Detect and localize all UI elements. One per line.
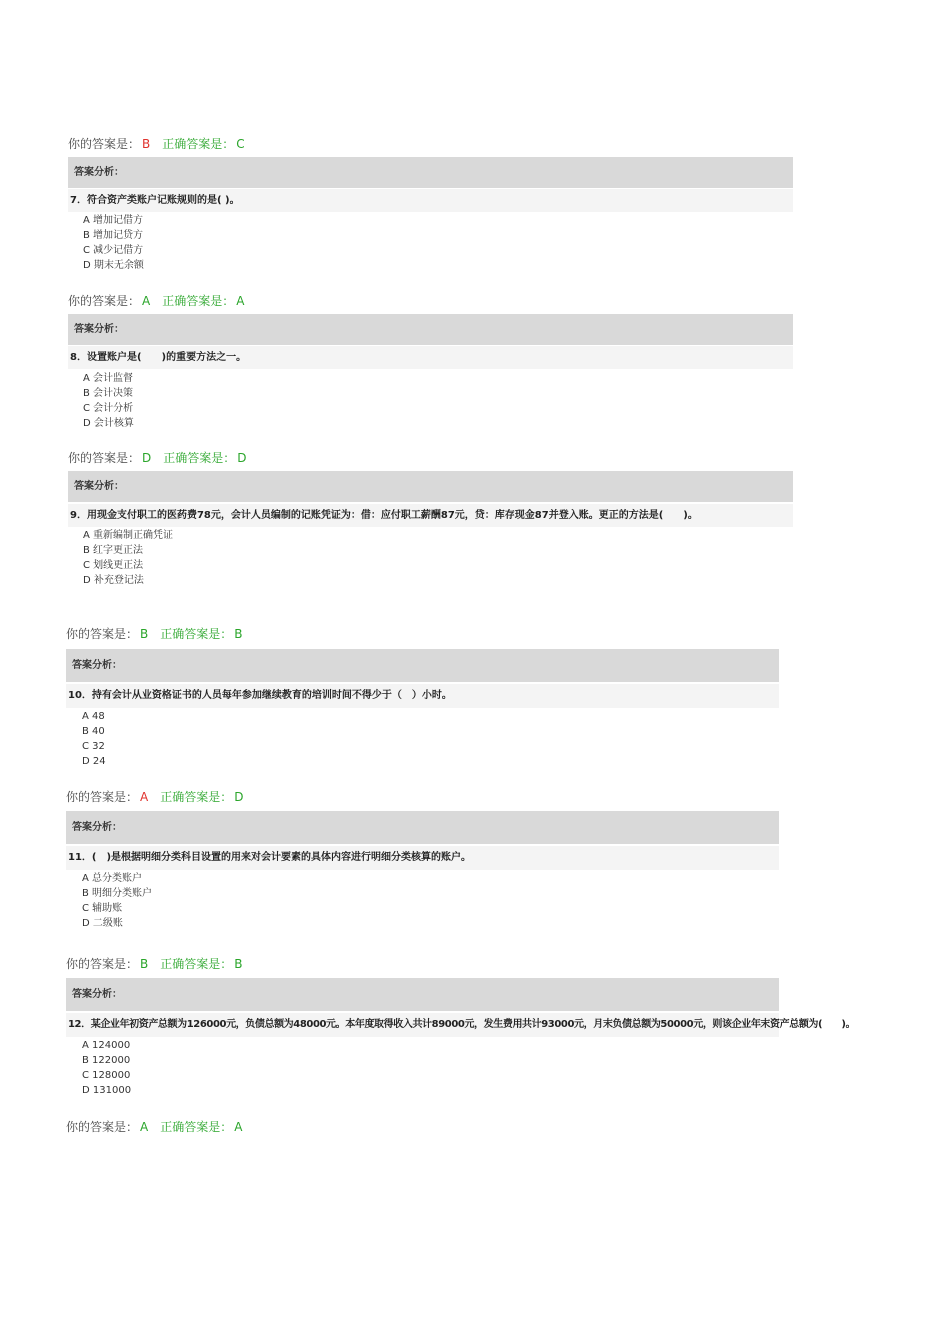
your-answer-value: D: [142, 451, 152, 465]
option-d: D 24: [82, 756, 106, 767]
question-7-options: [83, 213, 144, 273]
your-answer-label: 你的答案是：: [66, 1120, 139, 1134]
correct-answer-value: C: [236, 137, 245, 151]
analysis-bar-7: 答案分析：: [68, 314, 793, 345]
question-9-text: 9．用现金支付职工的医药费78元，会计人员编制的记账凭证为：借：应付职工薪酬87元，贷：库存现金87并登入账。更正的方法是( )。: [68, 504, 793, 527]
your-answer-label: 你的答案是：: [68, 294, 141, 308]
option-c: C 减少记借方: [83, 245, 144, 256]
answer-line-8: [68, 450, 247, 466]
question-11-options: [82, 871, 152, 931]
answer-line-12: [66, 1119, 242, 1135]
correct-answer-label: 正确答案是：: [160, 957, 233, 971]
option-d: D 二级账: [82, 918, 123, 929]
question-10-options: [82, 709, 106, 769]
correct-answer-label: 正确答案是：: [160, 627, 233, 641]
correct-answer-value: A: [234, 1120, 243, 1134]
your-answer-value: B: [140, 627, 149, 641]
question-9-options: [83, 528, 173, 588]
correct-answer-label: 正确答案是：: [162, 294, 235, 308]
correct-answer-label: 正确答案是：: [160, 1120, 233, 1134]
correct-answer-label: 正确答案是：: [162, 137, 235, 151]
correct-answer-value: B: [234, 627, 243, 641]
correct-answer-value: A: [236, 294, 245, 308]
question-12-text: 12．某企业年初资产总额为126000元，负债总额为48000元。本年度取得收入共计89000元，发生费用共计93000元，月末负债总额为50000元，则该企业年末资产总额为( )。: [66, 1013, 779, 1037]
analysis-bar-6: 答案分析：: [68, 157, 793, 188]
question-8-text: 8．设置账户是( )的重要方法之一。: [68, 346, 793, 369]
answer-line-9: [66, 626, 243, 642]
option-b: B 增加记贷方: [83, 230, 144, 241]
your-answer-value: A: [140, 1120, 149, 1134]
analysis-bar-8: 答案分析：: [68, 471, 793, 502]
option-b: B 40: [82, 726, 105, 737]
option-b: B 会计决策: [83, 388, 134, 399]
analysis-bar-9: 答案分析：: [66, 649, 779, 682]
correct-answer-value: D: [234, 790, 244, 804]
option-d: D 补充登记法: [83, 575, 144, 586]
your-answer-value: B: [142, 137, 151, 151]
option-a: A 重新编制正确凭证: [83, 530, 174, 541]
your-answer-value: B: [140, 957, 149, 971]
your-answer-value: A: [142, 294, 151, 308]
correct-answer-value: D: [237, 451, 247, 465]
analysis-bar-11: 答案分析：: [66, 978, 779, 1011]
correct-answer-value: B: [234, 957, 243, 971]
option-b: B 红字更正法: [83, 545, 144, 556]
option-a: A 总分类账户: [82, 873, 143, 884]
answer-line-11: [66, 956, 243, 972]
correct-answer-label: 正确答案是：: [160, 790, 233, 804]
option-d: D 期末无余额: [83, 260, 144, 271]
option-c: C 32: [82, 741, 105, 752]
option-a: A 48: [82, 711, 105, 722]
option-c: C 会计分析: [83, 403, 134, 414]
your-answer-label: 你的答案是：: [66, 627, 139, 641]
option-c: C 辅助账: [82, 903, 123, 914]
your-answer-value: A: [140, 790, 149, 804]
option-a: A 会计监督: [83, 373, 134, 384]
your-answer-label: 你的答案是：: [68, 137, 141, 151]
answer-line-6: [68, 136, 245, 152]
question-8-options: [83, 371, 134, 431]
option-b: B 122000: [82, 1055, 131, 1066]
analysis-bar-10: 答案分析：: [66, 811, 779, 844]
question-10-text: 10．持有会计从业资格证书的人员每年参加继续教育的培训时间不得少于（ ）小时。: [66, 684, 779, 708]
option-a: A 增加记借方: [83, 215, 144, 226]
question-12-options: [82, 1038, 131, 1098]
answer-line-10: [66, 789, 244, 805]
option-d: D 131000: [82, 1085, 132, 1096]
your-answer-label: 你的答案是：: [66, 790, 139, 804]
option-a: A 124000: [82, 1040, 131, 1051]
option-c: C 划线更正法: [83, 560, 144, 571]
your-answer-label: 你的答案是：: [68, 451, 141, 465]
question-11-text: 11．( )是根据明细分类科目设置的用来对会计要素的具体内容进行明细分类核算的账户。: [66, 846, 779, 870]
question-7-text: 7．符合资产类账户记账规则的是( )。: [68, 189, 793, 212]
correct-answer-label: 正确答案是：: [163, 451, 236, 465]
option-d: D 会计核算: [83, 418, 134, 429]
option-c: C 128000: [82, 1070, 131, 1081]
option-b: B 明细分类账户: [82, 888, 153, 899]
your-answer-label: 你的答案是：: [66, 957, 139, 971]
answer-line-7: [68, 293, 244, 309]
